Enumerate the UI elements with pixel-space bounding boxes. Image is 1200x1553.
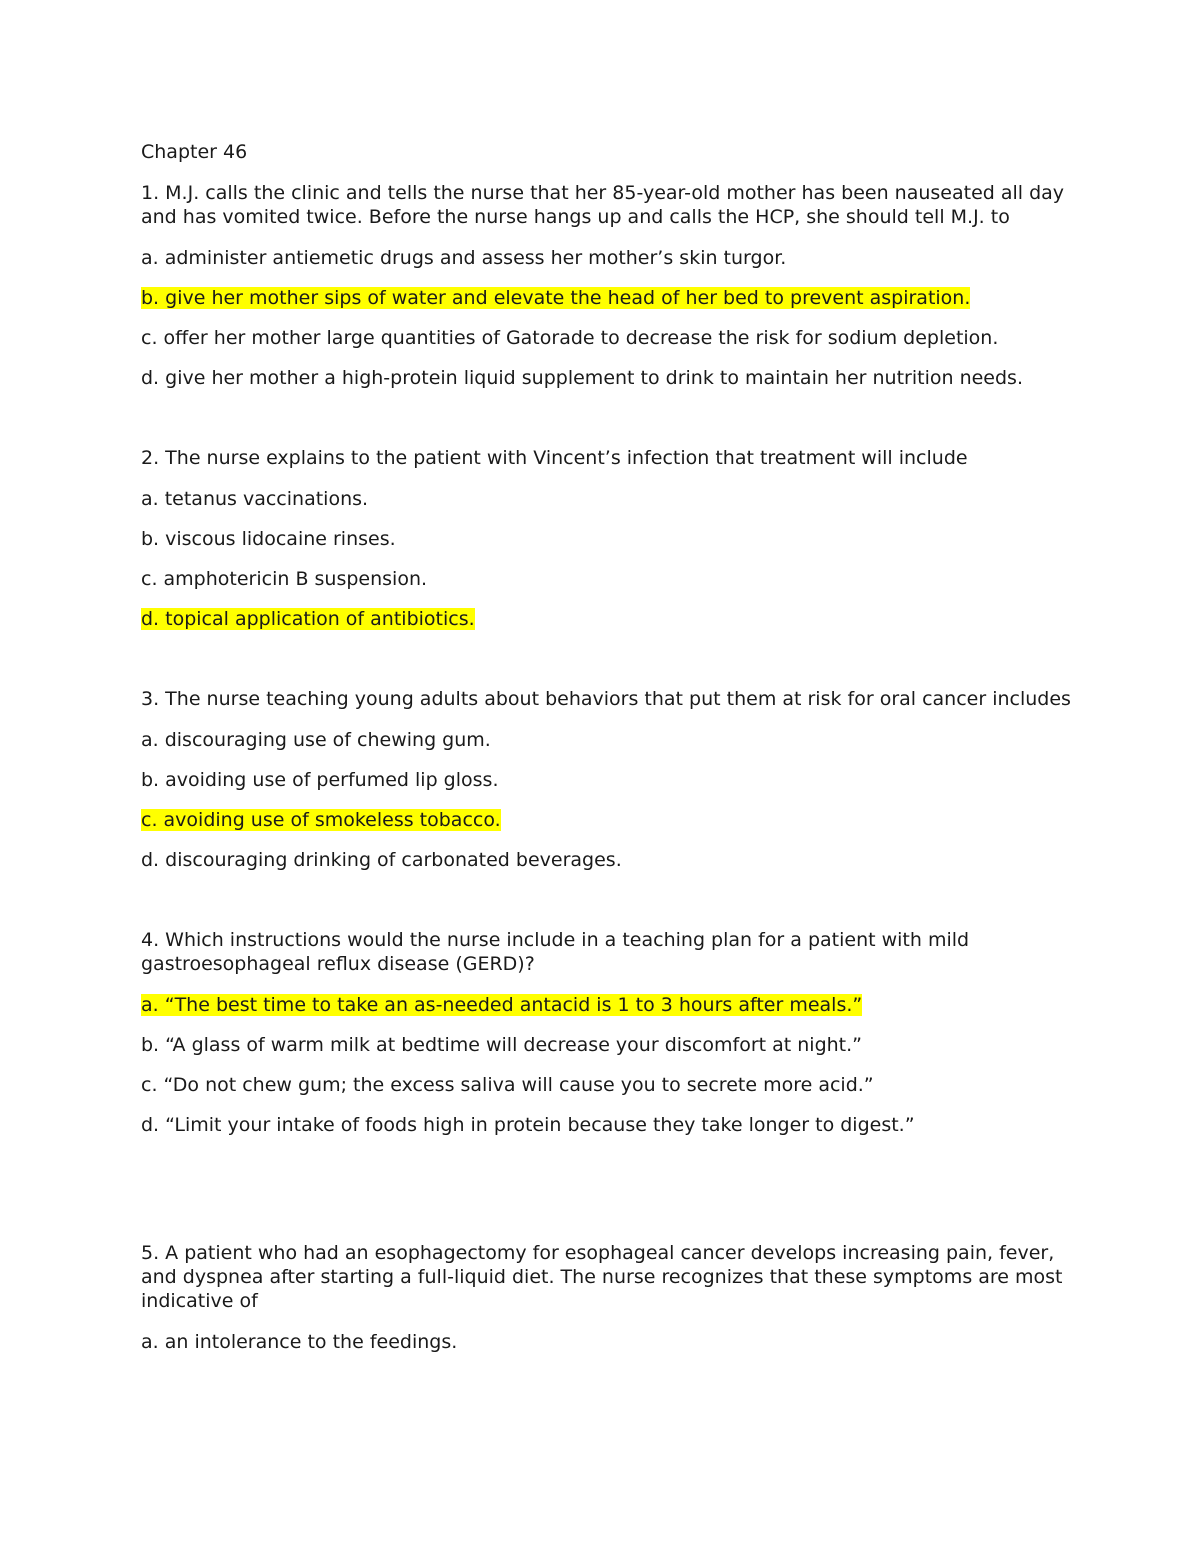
option-text: d. discouraging drinking of carbonated beverages.	[141, 849, 622, 871]
option-text: a. an intolerance to the feedings.	[141, 1331, 458, 1353]
question-1-option-b	[141, 286, 1071, 310]
question-3-option-a	[141, 728, 1071, 752]
question-stem-2: 2. The nurse explains to the patient with Vincent’s infection that treatment will include	[141, 447, 968, 469]
highlighted-answer: a. “The best time to take an as-needed antacid is 1 to 3 hours after meals.”	[141, 994, 863, 1016]
question-2-option-d	[141, 607, 1071, 631]
highlighted-answer: d. topical application of antibiotics.	[141, 608, 475, 630]
option-text: c. amphotericin B suspension.	[141, 568, 428, 590]
option-text: a. administer antiemetic drugs and assess her mother’s skin turgor.	[141, 247, 787, 269]
question-stem-5: 5. A patient who had an esophagectomy for esophageal cancer develops increasing pain, fever, and dyspnea after starting a full-liquid diet. The nurse recognizes that these symptoms are most indicative of	[141, 1242, 1063, 1312]
highlighted-answer: b. give her mother sips of water and elevate the head of her bed to prevent aspiration.	[141, 287, 971, 309]
option-text: d. give her mother a high-protein liquid supplement to drink to maintain her nutrition needs.	[141, 367, 1023, 389]
spacer	[141, 1153, 1071, 1241]
question-4-option-b	[141, 1033, 1071, 1057]
question-2-option-a	[141, 487, 1071, 511]
question-1-option-c	[141, 326, 1071, 350]
question-3-option-c	[141, 808, 1071, 832]
question-4-option-c	[141, 1073, 1071, 1097]
spacer	[141, 888, 1071, 928]
question-stem-1: 1. M.J. calls the clinic and tells the nurse that her 85-year-old mother has been nauseated all day and has vomited twice. Before the nurse hangs up and calls the HCP, she should tell M.J. to	[141, 182, 1065, 228]
option-text: b. avoiding use of perfumed lip gloss.	[141, 769, 499, 791]
option-text: c. offer her mother large quantities of Gatorade to decrease the risk for sodium depletion.	[141, 327, 999, 349]
question-3-option-b	[141, 768, 1071, 792]
question-4-option-d	[141, 1113, 1071, 1137]
question-2-option-c	[141, 567, 1071, 591]
option-text: c. “Do not chew gum; the excess saliva will cause you to secrete more acid.”	[141, 1074, 874, 1096]
option-text: b. viscous lidocaine rinses.	[141, 528, 396, 550]
question-1-option-a	[141, 246, 1071, 270]
option-text: a. discouraging use of chewing gum.	[141, 729, 491, 751]
spacer	[141, 406, 1071, 446]
document-page	[141, 140, 1071, 1370]
question-stem-4: 4. Which instructions would the nurse include in a teaching plan for a patient with mild gastroesophageal reflux disease (GERD)?	[141, 929, 970, 975]
option-text: b. “A glass of warm milk at bedtime will decrease your discomfort at night.”	[141, 1034, 863, 1056]
spacer	[141, 647, 1071, 687]
highlighted-answer: c. avoiding use of smokeless tobacco.	[141, 809, 501, 831]
question-stem-3: 3. The nurse teaching young adults about behaviors that put them at risk for oral cancer includes	[141, 688, 1071, 710]
option-text: d. “Limit your intake of foods high in protein because they take longer to digest.”	[141, 1114, 915, 1136]
question-3-option-d	[141, 848, 1071, 872]
question-4-option-a	[141, 993, 1071, 1017]
option-text: a. tetanus vaccinations.	[141, 488, 369, 510]
chapter-title: Chapter 46	[141, 141, 248, 163]
question-1-option-d	[141, 366, 1071, 390]
question-5-option-a	[141, 1330, 1071, 1354]
question-2-option-b	[141, 527, 1071, 551]
